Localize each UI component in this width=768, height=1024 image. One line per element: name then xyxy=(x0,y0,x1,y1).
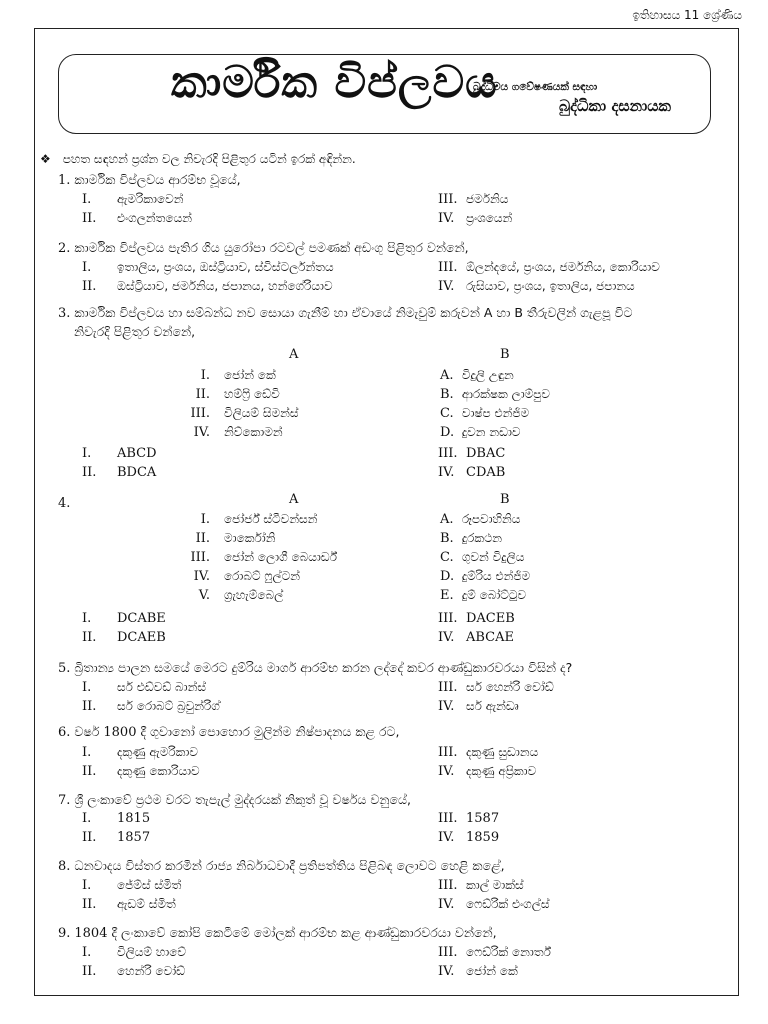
title-subtitle: බුද්ධිමය ගවේෂණයක් සඳහා xyxy=(473,81,598,93)
column-b-heading: B xyxy=(500,347,510,362)
q4-option-4[interactable] xyxy=(438,630,514,645)
question-year: 1800 xyxy=(103,725,137,740)
option-text: ABCD xyxy=(117,446,157,461)
option-numeral: IV. xyxy=(438,764,455,779)
diamond-bullet-icon: ❖ xyxy=(40,152,51,166)
row-text: රොබට් ෆුල්ටන් xyxy=(224,569,301,583)
q4-a-row-3 xyxy=(180,550,337,565)
question-6 xyxy=(58,724,400,740)
option-numeral: II. xyxy=(82,630,97,645)
question-text: වර්ෂ xyxy=(74,724,100,739)
row-letter: D. xyxy=(440,569,455,584)
option-numeral: II. xyxy=(82,897,97,912)
option-numeral: III. xyxy=(438,945,458,960)
option-text: සර් හෙන්රි වෝඩ් xyxy=(466,680,554,694)
row-text: රූපවාහිනිය xyxy=(461,512,521,526)
q3-b-row-1 xyxy=(440,368,514,383)
option-numeral: II. xyxy=(82,465,97,480)
option-numeral: III. xyxy=(438,192,458,207)
page-header-subject: ඉතිහාසය 11 ශ්‍රේණිය xyxy=(632,8,742,22)
q4-b-row-4 xyxy=(440,569,530,584)
q8-option-1[interactable] xyxy=(82,878,181,893)
option-numeral: II. xyxy=(82,764,97,779)
option-text: රුසියාව, ප්‍රංශය, ඉතාලිය, ජපානය xyxy=(466,279,635,293)
q6-option-4[interactable] xyxy=(438,764,536,779)
question-8 xyxy=(58,858,505,874)
q3-b-row-4 xyxy=(440,425,521,440)
option-text: කාල් මාක්ස් xyxy=(466,878,524,892)
option-numeral: II. xyxy=(82,830,97,845)
option-numeral: II. xyxy=(82,699,97,714)
question-number: 7. xyxy=(58,793,71,808)
q4-option-2[interactable] xyxy=(82,630,166,645)
option-numeral: III. xyxy=(438,811,458,826)
row-letter: A. xyxy=(440,512,454,527)
row-text: නිව්කොමන් xyxy=(224,425,283,439)
q9-option-3[interactable] xyxy=(438,945,551,960)
q8-option-3[interactable] xyxy=(438,878,524,893)
q4-a-row-2 xyxy=(180,531,275,546)
q3-a-row-3 xyxy=(180,406,298,421)
question-4 xyxy=(58,495,70,511)
q3-option-2[interactable] xyxy=(82,465,156,480)
row-letter: E. xyxy=(440,588,454,603)
row-text: දුවන නඩාව xyxy=(461,425,521,439)
column-a-heading: A xyxy=(289,492,299,507)
option-text: 1587 xyxy=(466,811,500,826)
q4-b-row-2 xyxy=(440,531,502,546)
option-numeral: I. xyxy=(82,878,92,893)
option-numeral: IV. xyxy=(438,897,455,912)
q3-a-row-1 xyxy=(180,368,276,383)
q2-option-4[interactable] xyxy=(438,279,635,294)
q7-option-4[interactable] xyxy=(438,830,499,845)
question-number: 3. xyxy=(58,306,71,321)
question-number: 6. xyxy=(58,725,71,740)
row-letter: B. xyxy=(440,531,454,546)
q8-option-4[interactable] xyxy=(438,897,550,912)
column-a-heading: A xyxy=(289,347,299,362)
instruction xyxy=(40,152,356,167)
q7-option-2[interactable] xyxy=(82,830,150,845)
question-3 xyxy=(58,305,633,321)
option-numeral: IV. xyxy=(438,830,455,845)
question-number: 2. xyxy=(58,241,71,256)
q5-option-1[interactable] xyxy=(82,680,206,695)
option-text: දකුණු කොරියාව xyxy=(117,764,200,778)
question-number: 8. xyxy=(58,859,71,874)
q2-option-2[interactable] xyxy=(82,279,333,294)
question-text: කාර්මික විප්ලවය ආරම්භ වූයේ, xyxy=(74,172,241,187)
question-2 xyxy=(58,240,469,256)
row-letter: A. xyxy=(440,368,454,383)
option-text: DACEB xyxy=(466,611,515,626)
option-text: සර් රොබට් බ්‍රවුන්රිග් xyxy=(117,699,220,713)
option-numeral: I. xyxy=(82,260,92,275)
q3-option-4[interactable] xyxy=(438,465,505,480)
q6-option-1[interactable] xyxy=(82,745,198,760)
question-year: 1804 xyxy=(74,926,108,941)
option-numeral: I. xyxy=(82,192,92,207)
row-numeral: IV. xyxy=(193,569,210,584)
row-text: විදුලි උඳුන xyxy=(461,368,514,382)
option-text: ජෝන් කේ xyxy=(466,964,518,978)
instruction-text: පහත සඳහන් ප්‍රශ්න වල නිවැරදි පිළිතුර යටින් ඉරක් අඳින්න. xyxy=(62,152,356,166)
row-numeral: II. xyxy=(195,531,210,546)
q3-a-row-4 xyxy=(180,425,283,440)
q4-b-row-5 xyxy=(440,588,526,603)
q9-option-1[interactable] xyxy=(82,945,186,960)
q5-option-2[interactable] xyxy=(82,699,220,714)
option-numeral: IV. xyxy=(438,699,455,714)
option-numeral: III. xyxy=(438,446,458,461)
q7-option-3[interactable] xyxy=(438,811,499,826)
q4-option-1[interactable] xyxy=(82,611,166,626)
option-numeral: I. xyxy=(82,611,92,626)
option-text: ABCAE xyxy=(466,630,515,645)
q3-b-row-3 xyxy=(440,406,529,421)
question-text: බ්‍රිතාන්‍ය පාලන සමයේ මෙරට දුම්රිය මාර්ග ආරම්භ කරන ලද්දේ කවර ආණ්ඩුකාරවරයා විසින් ද? xyxy=(74,660,573,675)
row-text: ජෝන් කේ xyxy=(224,368,276,382)
row-letter: C. xyxy=(440,406,454,421)
option-text: දකුණු සුඩානය xyxy=(466,745,539,759)
option-text: හෙන්රි වෝඩ් xyxy=(117,964,186,978)
row-numeral: IV. xyxy=(193,425,210,440)
option-text: ජේම්ස් ස්මිත් xyxy=(117,878,182,892)
q9-option-2[interactable] xyxy=(82,964,185,979)
row-numeral: III. xyxy=(190,550,210,565)
question-number: 1. xyxy=(58,173,71,188)
question-number: 9. xyxy=(58,926,71,941)
q4-a-row-5 xyxy=(180,588,283,603)
q3-option-3[interactable] xyxy=(438,446,505,461)
option-text: 1857 xyxy=(117,830,151,845)
question-text: කාර්මික විප්ලවය පැතිර ගිය යුරෝපා රටවල් පමණක් අඩංගු පිළිතුර වන්නේ, xyxy=(74,240,469,255)
option-text: දකුණු අප්‍රිකාව xyxy=(466,764,537,778)
q1-option-3[interactable] xyxy=(438,192,508,207)
row-text: හම්ෆ්‍රි ඩේවි xyxy=(224,387,280,401)
question-3-cont: නිවැරදි පිළිතුර වන්නේ, xyxy=(74,324,196,339)
row-letter: B. xyxy=(440,387,454,402)
q6-option-3[interactable] xyxy=(438,745,538,760)
column-b-heading: B xyxy=(500,492,510,507)
option-text: ඕලන්දයේ, ප්‍රංශය, ජර්මනිය, කොරියාව xyxy=(466,260,660,274)
question-5 xyxy=(58,660,572,676)
option-numeral: IV. xyxy=(438,279,455,294)
q3-option-1[interactable] xyxy=(82,446,157,461)
option-text: CDAB xyxy=(466,465,506,480)
option-text: ෆෙඩ්රික් එංගල්ස් xyxy=(466,897,550,911)
question-7 xyxy=(58,792,411,808)
option-text: BDCA xyxy=(117,465,157,480)
row-numeral: I. xyxy=(200,368,210,383)
question-text: ධනවාදය විස්තර කරමින් රාජ්‍ය නිර්බාධවාදී ප්‍රතිපත්තිය පිළිබඳ ලොවට හෙළි කළේ, xyxy=(74,858,505,873)
option-text: 1815 xyxy=(117,811,151,826)
q1-option-4[interactable] xyxy=(438,211,512,226)
row-text: ජෝර්ජ් ස්ටීවන්සන් xyxy=(224,512,318,526)
q7-option-1[interactable] xyxy=(82,811,150,826)
question-1 xyxy=(58,172,241,188)
title-box xyxy=(58,54,711,134)
row-text: ග්‍රැහැම්බෙල් xyxy=(224,588,284,602)
question-number: 5. xyxy=(58,661,71,676)
title-author: බුද්ධිකා දසනායක xyxy=(559,97,671,115)
option-text: ඇමරිකාවෙන් xyxy=(117,192,184,206)
option-text: ඔස්ට්‍රියාව, ජර්මනිය, ජපානය, හන්ගේරියාව xyxy=(117,279,333,293)
q4-b-row-1 xyxy=(440,512,520,527)
question-text: කාර්මික විප්ලවය හා සම්බන්ධ නව සොයා ගැනීම් හා ඒවායේ නිමැවුම් කරුවන් A හා B තීරුවලින් ගැළපූ විට xyxy=(74,305,633,320)
q6-option-2[interactable] xyxy=(82,764,200,779)
row-text: විලියම් සිමන්ස් xyxy=(224,406,299,420)
row-text: වාෂ්ප එන්ජිම xyxy=(461,406,530,420)
option-numeral: I. xyxy=(82,811,92,826)
option-numeral: IV. xyxy=(438,630,455,645)
option-text: DCABE xyxy=(117,611,166,626)
option-numeral: I. xyxy=(82,680,92,695)
q8-option-2[interactable] xyxy=(82,897,176,912)
option-text: දකුණු ඇමරිකාව xyxy=(117,745,198,759)
question-number: 4. xyxy=(58,496,71,511)
q3-b-row-2 xyxy=(440,387,550,402)
option-numeral: III. xyxy=(438,878,458,893)
question-text: දී ලංකාවේ කෝපි කෙටීමේ මෝලක් ආරම්භ කළ ආණ්ඩුකාරවරයා වන්නේ, xyxy=(111,925,497,940)
option-text: සර් එඩ්වඩ් බාන්ස් xyxy=(117,680,206,694)
row-numeral: III. xyxy=(190,406,210,421)
option-text: විලියම් හාවේ xyxy=(117,945,187,959)
row-letter: D. xyxy=(440,425,455,440)
row-text: ආරක්ෂක ලාම්පුව xyxy=(461,387,551,401)
question-text: ශ්‍රී ලංකාවේ ප්‍රථම වරට තැපැල් මුද්දරයක් නිකුත් වූ වර්ෂය වනුයේ, xyxy=(74,792,411,807)
option-text: ඇඩම් ස්මිත් xyxy=(117,897,176,911)
q4-a-row-4 xyxy=(180,569,300,584)
option-numeral: II. xyxy=(82,964,97,979)
q1-option-1[interactable] xyxy=(82,192,184,207)
option-numeral: IV. xyxy=(438,211,455,226)
row-numeral: I. xyxy=(200,512,210,527)
option-text: DCAEB xyxy=(117,630,166,645)
question-text: දී ගුවානෝ පොහොර මුලින්ම නිෂ්පාදනය කළ රට, xyxy=(140,724,400,739)
option-text: ෆෙඩ්රික් නොර්ත් xyxy=(466,945,551,959)
row-text: ගුවන් විදුලිය xyxy=(461,550,525,564)
q2-option-1[interactable] xyxy=(82,260,334,275)
option-numeral: I. xyxy=(82,745,92,760)
option-text: එංගලන්තයෙන් xyxy=(117,211,192,225)
row-numeral: V. xyxy=(198,588,210,603)
page-title: කාර්මික විප්ලවය xyxy=(171,57,498,108)
row-text: දුම්රිය එන්ජිම xyxy=(461,569,531,583)
option-numeral: IV. xyxy=(438,465,455,480)
option-text: ජර්මනිය xyxy=(466,192,509,206)
q4-a-row-1 xyxy=(180,512,317,527)
q4-b-row-3 xyxy=(440,550,524,565)
q5-option-3[interactable] xyxy=(438,680,554,695)
q5-option-4[interactable] xyxy=(438,699,519,714)
option-numeral: III. xyxy=(438,680,458,695)
row-text: මාර්කෝනි xyxy=(224,531,276,545)
q2-option-3[interactable] xyxy=(438,260,660,275)
option-numeral: I. xyxy=(82,446,92,461)
option-text: සර් ඇන්ඩෘ xyxy=(466,699,519,713)
option-numeral: III. xyxy=(438,745,458,760)
question-9 xyxy=(58,925,497,941)
q1-option-2[interactable] xyxy=(82,211,192,226)
row-text: ජෝන් ලොගී බෙයාර්ඩ් xyxy=(224,550,337,564)
option-numeral: III. xyxy=(438,611,458,626)
q4-option-3[interactable] xyxy=(438,611,515,626)
option-numeral: IV. xyxy=(438,964,455,979)
option-text: 1859 xyxy=(466,830,500,845)
row-text: දුම් බෝට්ටුව xyxy=(461,588,527,602)
q3-a-row-2 xyxy=(180,387,280,402)
option-text: DBAC xyxy=(466,446,506,461)
row-letter: C. xyxy=(440,550,454,565)
option-numeral: III. xyxy=(438,260,458,275)
row-text: දුරකථන xyxy=(461,531,503,545)
option-text: ඉතාලිය, ප්‍රංශය, ඔස්ට්‍රියාව, ස්විස්ටර්ලන්තය xyxy=(117,260,334,274)
q9-option-4[interactable] xyxy=(438,964,518,979)
option-numeral: I. xyxy=(82,945,92,960)
option-text: ප්‍රංශයෙන් xyxy=(466,211,513,225)
option-numeral: II. xyxy=(82,211,97,226)
row-numeral: II. xyxy=(195,387,210,402)
option-numeral: II. xyxy=(82,279,97,294)
